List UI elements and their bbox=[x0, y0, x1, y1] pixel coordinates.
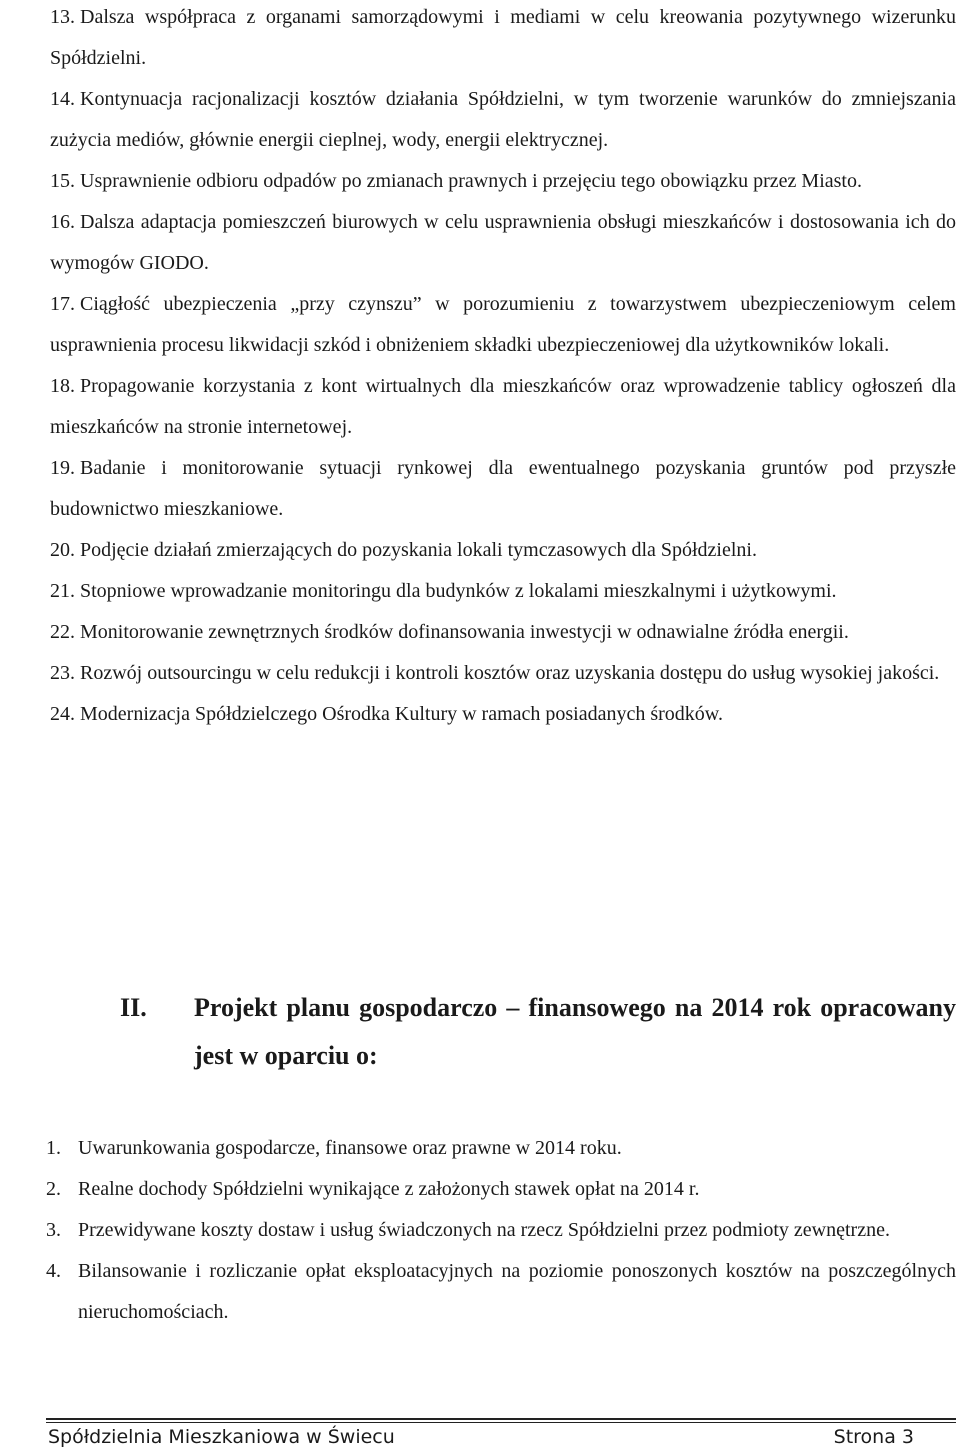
item-text: Dalsza adaptacja pomieszczeń biurowych w celu usprawnienia obsługi mieszkańców i dostosowania ich do wymogów GIODO. bbox=[50, 211, 956, 274]
item-text: Usprawnienie odbioru odpadów po zmianach prawnych i przejęciu tego obowiązku przez Miasto. bbox=[80, 170, 862, 192]
section-title: Projekt planu gospodarczo – finansowego na 2014 rok opracowany jest w oparciu o: bbox=[194, 993, 956, 1070]
list-item bbox=[50, 612, 956, 653]
item-text: Propagowanie korzystania z kont wirtualnych dla mieszkańców oraz wprowadzenie tablicy ogłoszeń dla mieszkańców na stronie internetowej. bbox=[50, 375, 956, 438]
section-heading bbox=[120, 984, 956, 1080]
basis-list bbox=[46, 1128, 956, 1333]
list-item bbox=[50, 202, 956, 284]
item-number: 23. bbox=[50, 662, 75, 684]
list-item bbox=[50, 0, 956, 79]
list-item bbox=[50, 79, 956, 161]
item-text: Kontynuacja racjonalizacji kosztów działania Spółdzielni, w tym tworzenie warunków do zmniejszania zużycia mediów, głównie energii cieplnej, wody, energii elektrycznej. bbox=[50, 88, 956, 151]
item-text: Dalsza współpraca z organami samorządowymi i mediami w celu kreowania pozytywnego wizerunku Spółdzielni. bbox=[50, 6, 956, 69]
item-number: 13. bbox=[50, 6, 75, 28]
item-number: 24. bbox=[50, 703, 75, 725]
item-number: 1. bbox=[46, 1137, 61, 1159]
item-text: Stopniowe wprowadzanie monitoringu dla budynków z lokalami mieszkalnymi i użytkowymi. bbox=[80, 580, 837, 602]
item-number: 22. bbox=[50, 621, 75, 643]
list-item bbox=[50, 366, 956, 448]
item-number: 17. bbox=[50, 293, 75, 315]
objectives-list bbox=[50, 0, 956, 735]
list-item bbox=[46, 1169, 956, 1210]
list-item bbox=[46, 1251, 956, 1333]
item-number: 3. bbox=[46, 1219, 61, 1241]
item-text: Realne dochody Spółdzielni wynikające z założonych stawek opłat na 2014 r. bbox=[78, 1178, 700, 1200]
list-item bbox=[50, 448, 956, 530]
item-text: Uwarunkowania gospodarcze, finansowe oraz prawne w 2014 roku. bbox=[78, 1137, 622, 1159]
item-text: Podjęcie działań zmierzających do pozyskania lokali tymczasowych dla Spółdzielni. bbox=[80, 539, 757, 561]
footer-divider bbox=[46, 1418, 956, 1420]
item-number: 4. bbox=[46, 1260, 61, 1282]
footer-divider-thin bbox=[46, 1422, 956, 1423]
list-item bbox=[50, 284, 956, 366]
list-item bbox=[46, 1128, 956, 1169]
item-text: Monitorowanie zewnętrznych środków dofinansowania inwestycji w odnawialne źródła energii. bbox=[80, 621, 849, 643]
item-number: 21. bbox=[50, 580, 75, 602]
item-text: Badanie i monitorowanie sytuacji rynkowej dla ewentualnego pozyskania gruntów pod przyszłe budownictwo mieszkaniowe. bbox=[50, 457, 956, 520]
item-number: 18. bbox=[50, 375, 75, 397]
item-text: Rozwój outsourcingu w celu redukcji i kontroli kosztów oraz uzyskania dostępu do usług wysokiej jakości. bbox=[80, 662, 940, 684]
item-number: 20. bbox=[50, 539, 75, 561]
item-text: Przewidywane koszty dostaw i usług świadczonych na rzecz Spółdzielni przez podmioty zewnętrzne. bbox=[78, 1219, 890, 1241]
item-number: 14. bbox=[50, 88, 75, 110]
list-item bbox=[50, 653, 956, 694]
list-item bbox=[46, 1210, 956, 1251]
item-number: 16. bbox=[50, 211, 75, 233]
item-text: Ciągłość ubezpieczenia „przy czynszu” w porozumieniu z towarzystwem ubezpieczeniowym celem usprawnienia procesu likwidacji szkód i obniżeniem składki ubezpieczeniowej dla użytkowników lokali. bbox=[50, 293, 956, 356]
item-number: 2. bbox=[46, 1178, 61, 1200]
list-item bbox=[50, 694, 956, 735]
section-number: II. bbox=[120, 993, 147, 1022]
list-item bbox=[50, 161, 956, 202]
footer-organization: Spółdzielnia Mieszkaniowa w Świecu bbox=[48, 1426, 395, 1448]
list-item bbox=[50, 530, 956, 571]
item-number: 15. bbox=[50, 170, 75, 192]
item-text: Modernizacja Spółdzielczego Ośrodka Kultury w ramach posiadanych środków. bbox=[80, 703, 723, 725]
item-number: 19. bbox=[50, 457, 75, 479]
item-text: Bilansowanie i rozliczanie opłat eksploatacyjnych na poziomie ponoszonych kosztów na poszczególnych nieruchomościach. bbox=[78, 1260, 956, 1323]
list-item bbox=[50, 571, 956, 612]
page-number: Strona 3 bbox=[833, 1426, 914, 1448]
